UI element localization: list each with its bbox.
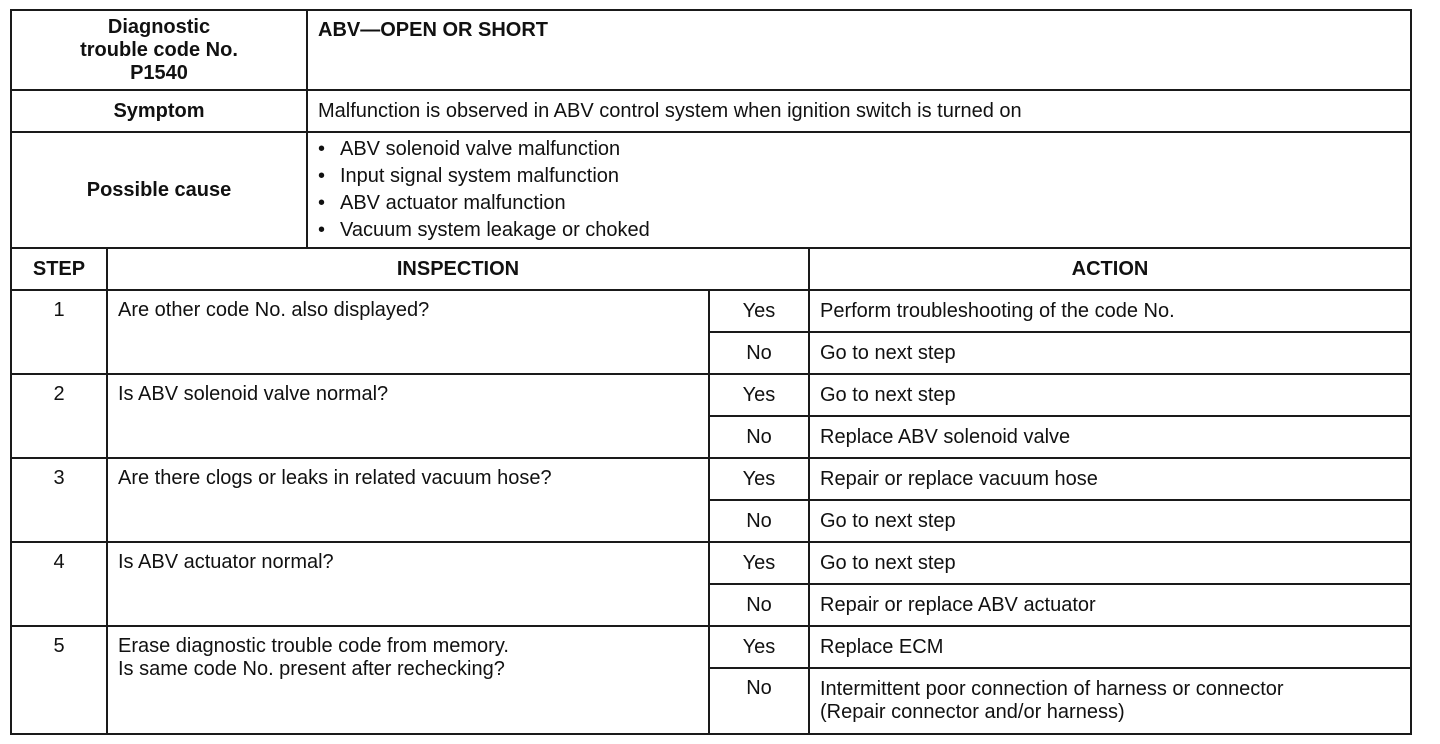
table-row	[11, 542, 1411, 584]
symptom-row	[11, 90, 1411, 132]
yes-label: Yes	[709, 458, 809, 500]
cause-label: Possible cause	[11, 132, 307, 248]
table-row	[11, 290, 1411, 332]
yes-label: Yes	[709, 290, 809, 332]
cause-item: • Vacuum system leakage or choked	[318, 217, 1400, 244]
no-action-line: (Repair connector and/or harness)	[820, 701, 1125, 723]
inspection-header: INSPECTION	[107, 248, 809, 290]
no-label: No	[709, 416, 809, 458]
yes-action: Perform troubleshooting of the code No.	[809, 290, 1411, 332]
dtc-row	[11, 10, 1411, 90]
no-label: No	[709, 332, 809, 374]
symptom-text: Malfunction is observed in ABV control system when ignition switch is turned on	[307, 90, 1411, 132]
inspection-line: Is same code No. present after rechecking?	[118, 658, 505, 680]
yes-action: Go to next step	[809, 542, 1411, 584]
yes-label: Yes	[709, 626, 809, 668]
cause-item: • ABV solenoid valve malfunction	[318, 136, 1400, 163]
no-action	[809, 668, 1411, 734]
symptom-label: Symptom	[11, 90, 307, 132]
no-action: Replace ABV solenoid valve	[809, 416, 1411, 458]
no-action-line: Intermittent poor connection of harness or connector	[820, 678, 1284, 700]
dtc-label: Diagnostic trouble code No. P1540	[11, 10, 307, 90]
no-action: Go to next step	[809, 500, 1411, 542]
step-number: 2	[11, 374, 107, 458]
dtc-title: ABV—OPEN OR SHORT	[307, 10, 1411, 90]
cause-item: • ABV actuator malfunction	[318, 190, 1400, 217]
cause-list	[318, 136, 1400, 244]
table-row	[11, 458, 1411, 500]
yes-action: Repair or replace vacuum hose	[809, 458, 1411, 500]
action-header: ACTION	[809, 248, 1411, 290]
inspection-line: Erase diagnostic trouble code from memory.	[118, 635, 509, 657]
table-row	[11, 626, 1411, 668]
yes-label: Yes	[709, 542, 809, 584]
table-row	[11, 374, 1411, 416]
step-header: STEP	[11, 248, 107, 290]
step-number: 3	[11, 458, 107, 542]
step-number: 1	[11, 290, 107, 374]
step-number: 4	[11, 542, 107, 626]
no-label: No	[709, 500, 809, 542]
no-label: No	[709, 668, 809, 734]
cause-list-cell	[307, 132, 1411, 248]
inspection-text: Is ABV solenoid valve normal?	[107, 374, 709, 458]
inspection-text: Is ABV actuator normal?	[107, 542, 709, 626]
column-header-row	[11, 248, 1411, 290]
no-label: No	[709, 584, 809, 626]
yes-action: Replace ECM	[809, 626, 1411, 668]
cause-item: • Input signal system malfunction	[318, 163, 1400, 190]
inspection-text	[107, 626, 709, 734]
step-number: 5	[11, 626, 107, 734]
no-action: Go to next step	[809, 332, 1411, 374]
diagnostic-table	[10, 9, 1412, 735]
inspection-text: Are there clogs or leaks in related vacuum hose?	[107, 458, 709, 542]
yes-action: Go to next step	[809, 374, 1411, 416]
cause-row	[11, 132, 1411, 248]
yes-label: Yes	[709, 374, 809, 416]
inspection-text: Are other code No. also displayed?	[107, 290, 709, 374]
no-action: Repair or replace ABV actuator	[809, 584, 1411, 626]
